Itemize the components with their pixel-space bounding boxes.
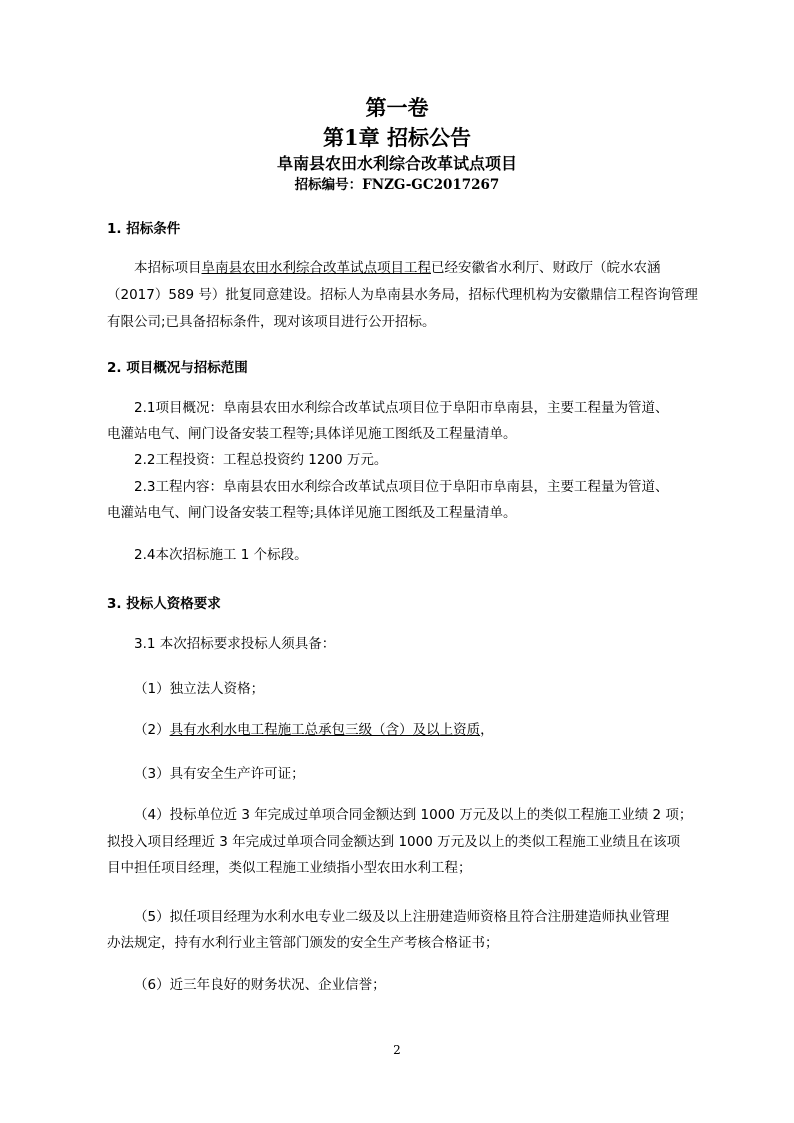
text-fragment: ，: [480, 722, 494, 738]
section3-item3: （3）具有安全生产许可证；: [134, 766, 305, 782]
text-fragment: 本招标项目: [134, 260, 202, 276]
section3-item1: （1）独立法人资格；: [134, 681, 265, 697]
section3-heading: 3. 投标人资格要求: [107, 596, 221, 612]
volume-title: 第一卷: [365, 95, 429, 120]
text-fragment: （2）: [134, 722, 170, 738]
tender-code: 招标编号：FNZG-GC2017267: [294, 177, 500, 193]
section2-p3-line1: 2.3工程内容：阜南县农田水利综合改革试点项目位于阜阳市阜南县，主要工程量为管道、: [134, 479, 669, 495]
section2-p1-line2: 电灌站电气、闸门设备安装工程等;具体详见施工图纸及工程量清单。: [107, 426, 517, 442]
section3-item6: （6）近三年良好的财务状况、企业信誉；: [134, 977, 386, 993]
section2-heading: 2. 项目概况与招标范围: [107, 360, 248, 376]
section3-item4-line1: （4）投标单位近 3 年完成过单项合同金额达到 1000 万元及以上的类似工程施工业绩 2 项；: [134, 807, 693, 823]
underlined-project-name: 阜南县农田水利综合改革试点项目工程: [201, 260, 431, 276]
chapter-title: 第1章 招标公告: [323, 125, 471, 150]
section2-p4: 2.4本次招标施工 1 个标段。: [134, 547, 308, 563]
section1-line1: [134, 260, 661, 276]
section1-heading: 1. 招标条件: [107, 221, 181, 237]
section2-p2: 2.2工程投资：工程总投资约 1200 万元。: [134, 452, 388, 468]
section3-item2: [134, 722, 494, 738]
section1-line3: 有限公司;已具备招标条件，现对该项目进行公开招标。: [107, 314, 436, 330]
underlined-qualification: 具有水利水电工程施工总承包三级（含）及以上资质: [169, 722, 481, 738]
page-number: 2: [393, 1043, 401, 1057]
section1-line2: （2017）589 号）批复同意建设。招标人为阜南县水务局，招标代理机构为安徽鼎信工程咨询管理: [107, 287, 698, 303]
section3-item4-line2: 拟投入项目经理近 3 年完成过单项合同金额达到 1000 万元及以上的类似工程施工业绩且在该项: [107, 834, 681, 850]
text-fragment: 已经安徽省水利厅、财政厅（皖水农涵: [431, 260, 661, 276]
section2-p3-line2: 电灌站电气、闸门设备安装工程等;具体详见施工图纸及工程量清单。: [107, 505, 517, 521]
section3-item4-line3: 目中担任项目经理，类似工程施工业绩指小型农田水利工程；: [107, 860, 472, 876]
section3-item5-line1: （5）拟任项目经理为水利水电专业二级及以上注册建造师资格且符合注册建造师执业管理: [134, 909, 670, 925]
section3-intro: 3.1 本次招标要求投标人须具备：: [134, 636, 336, 652]
project-title: 阜南县农田水利综合改革试点项目: [276, 154, 517, 173]
section3-item5-line2: 办法规定，持有水利行业主管部门颁发的安全生产考核合格证书；: [107, 935, 499, 951]
section2-p1-line1: 2.1项目概况：阜南县农田水利综合改革试点项目位于阜阳市阜南县，主要工程量为管道、: [134, 400, 669, 416]
